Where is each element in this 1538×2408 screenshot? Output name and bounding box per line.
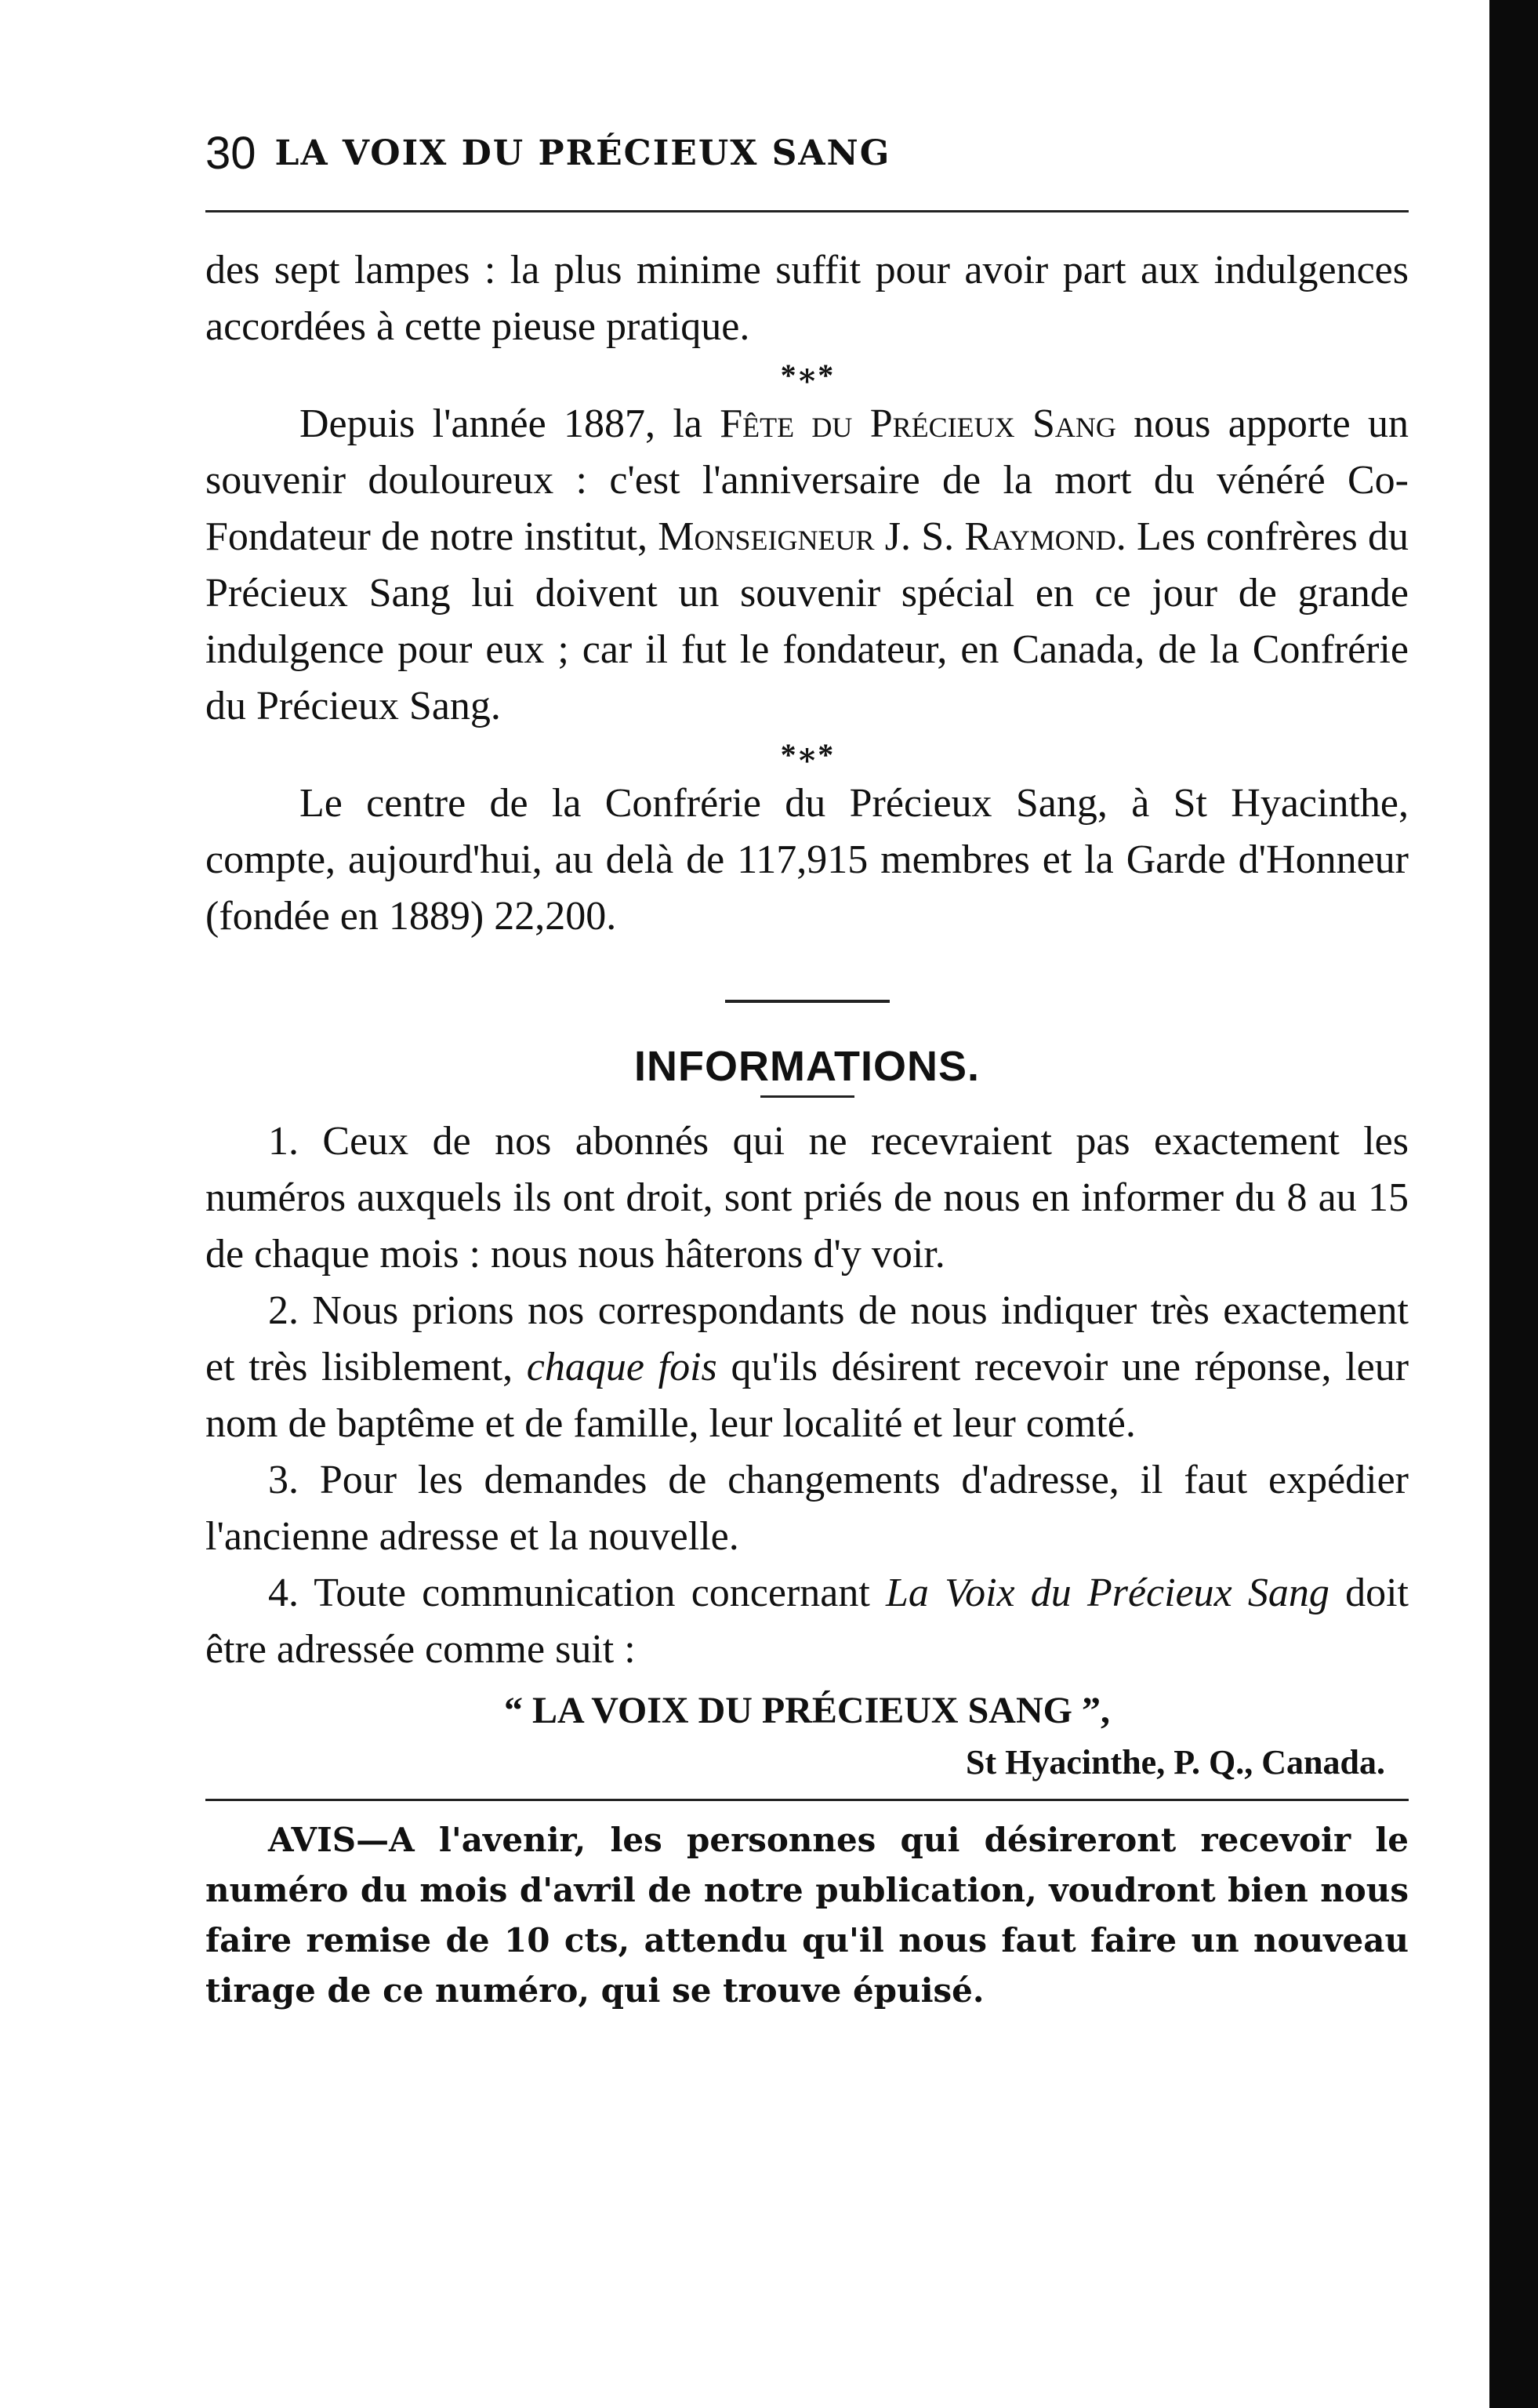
asterism-divider: *∗* (780, 737, 834, 772)
header-rule (205, 210, 1409, 212)
heading-underline (760, 1095, 854, 1098)
paragraph-anniversary-part-b: nous apporte un souvenir douloureux : c'est l'anniversaire de la mort du vénéré Co-Fondateur de notre institut, (205, 401, 1409, 559)
paragraph-anniversary-part-c: . Les confrères du Précieux Sang lui doivent un souvenir spécial en ce jour de grande indulgence pour eux ; car il fut le fondateur, en Canada, de la Confrérie du Précieux Sang. (205, 514, 1409, 728)
page-number: 30 (205, 127, 256, 179)
info-item-4-part-b: doit être adressée comme suit : (205, 1571, 1409, 1672)
paragraph-anniversary-part-a: Depuis l'année 1887, la (299, 401, 720, 446)
info-item-1: 1. Ceux de nos abonnés qui ne recevraient pas exactement les numéros auxquels ils ont droit, sont priés de nous en informer du 8 au 15 de chaque mois : nous nous hâterons d'y voir. (205, 1119, 1409, 1277)
feast-name: Fête du Précieux Sang (720, 401, 1116, 446)
info-item-2-emphasis: chaque fois (526, 1345, 717, 1389)
info-item-2-part-a: 2. Nous prions nos correspondants de nous indiquer très exactement et très lisiblement, (205, 1288, 1409, 1389)
paragraph-lamps: des sept lampes : la plus minime suffit pour avoir part aux indulgences accordées à cette pieuse pratique. (205, 248, 1409, 349)
running-title: LA VOIX DU PRÉCIEUX SANG (274, 133, 891, 173)
informations-heading: INFORMATIONS. (634, 1043, 980, 1090)
section-rule (725, 1000, 890, 1003)
info-item-4 (205, 1565, 1409, 1678)
founder-name: Monseigneur J. S. Raymond (658, 514, 1116, 559)
paragraph-anniversary (205, 396, 1409, 735)
scan-edge-bar (1489, 0, 1538, 2408)
paragraph-membership: Le centre de la Confrérie du Précieux Sang, à St Hyacinthe, compte, aujourd'hui, au delà de 117,915 membres et la Garde d'Honneur (fondée en 1889) 22,200. (205, 781, 1409, 939)
address-name: “ LA VOIX DU PRÉCIEUX SANG ”, (504, 1690, 1110, 1731)
info-item-4-part-a: 4. Toute communication concernant (268, 1571, 886, 1615)
address-place: St Hyacinthe, P. Q., Canada. (965, 1743, 1385, 1781)
notice-rule (205, 1799, 1409, 1801)
info-item-3: 3. Pour les demandes de changements d'adresse, il faut expédier l'ancienne adresse et la nouvelle. (205, 1458, 1409, 1559)
info-item-2-part-b: qu'ils désirent recevoir une réponse, leur nom de baptême et de famille, leur localité et leur comté. (205, 1345, 1409, 1446)
info-item-2 (205, 1283, 1409, 1452)
running-head (205, 118, 1409, 188)
document-page (205, 118, 1409, 2016)
publication-title: La Voix du Précieux Sang (886, 1571, 1329, 1615)
notice-paragraph: AVIS—A l'avenir, les personnes qui désireront recevoir le numéro du mois d'avril de notre publication, voudront bien nous faire remise de 10 cts, attendu qu'il nous faut faire un nouveau tirage de ce numéro, qui se trouve épuisé. (205, 1821, 1409, 2010)
asterism-divider: *∗* (780, 358, 834, 393)
